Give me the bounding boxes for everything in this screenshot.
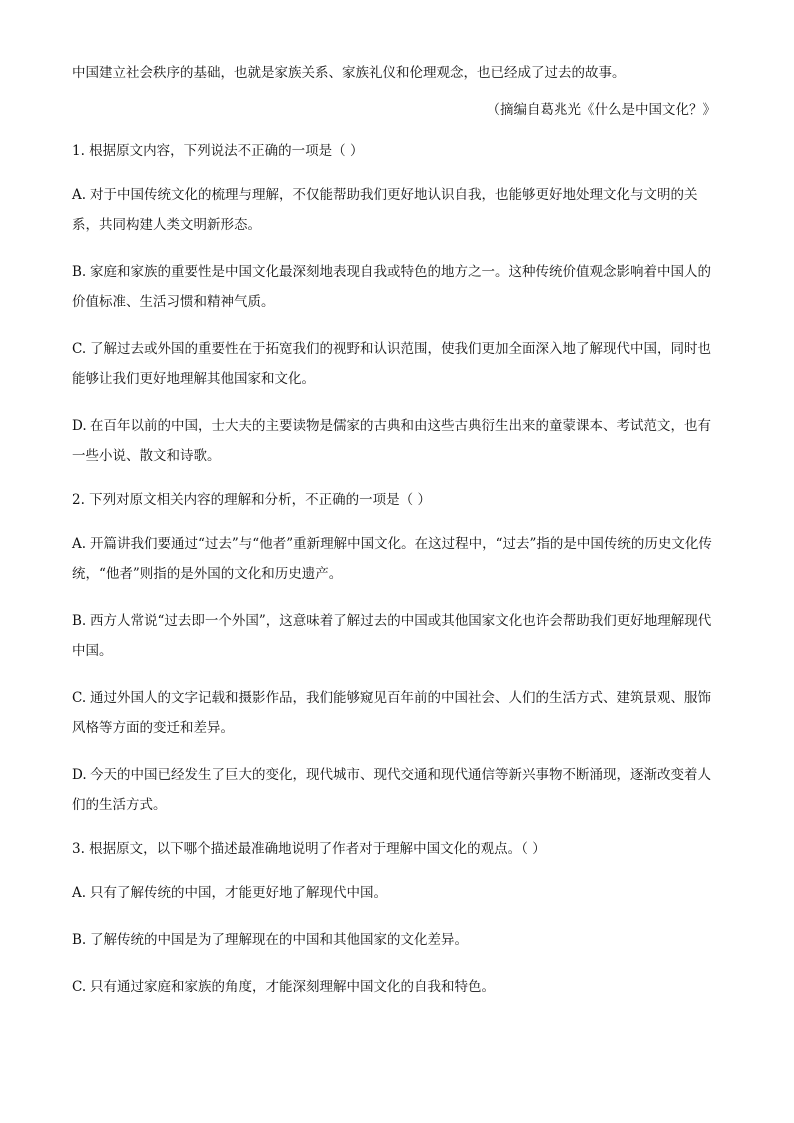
option-letter: D. xyxy=(72,418,87,434)
question-2-option-b xyxy=(72,606,716,666)
passage-last-line: 中国建立社会秩序的基础，也就是家族关系、家族礼仪和伦理观念，也已经成了过去的故事。 xyxy=(72,65,626,81)
option-text: 西方人常说“过去即一个外国”，这意味着了解过去的中国或其他国家文化也许会帮助我们更好地理解现代中国。 xyxy=(72,613,712,659)
question-1-stem: 1. 根据原文内容，下列说法不正确的一项是（ ） xyxy=(72,143,364,159)
option-text: 家庭和家族的重要性是中国文化最深刻地表现自我或特色的地方之一。这种传统价值观念影响着中国人的价值标准、生活习惯和精神气质。 xyxy=(72,264,711,310)
option-letter: C. xyxy=(72,341,87,357)
question-3-option-a xyxy=(72,878,716,908)
question-1-option-a xyxy=(72,180,716,240)
option-text: 只有通过家庭和家族的角度，才能深刻理解中国文化的自我和特色。 xyxy=(90,979,495,995)
option-text: 了解过去或外国的重要性在于拓宽我们的视野和认识范围，使我们更加全面深入地了解现代中国，同时也能够让我们更好地理解其他国家和文化。 xyxy=(72,341,711,387)
question-3-stem: 3. 根据原文，以下哪个描述最准确地说明了作者对于理解中国文化的观点。（ ） xyxy=(72,841,546,857)
option-letter: D. xyxy=(72,767,87,783)
question-3-option-b xyxy=(72,925,716,955)
question-2-option-a xyxy=(72,529,716,589)
question-1-option-b xyxy=(72,257,716,317)
option-text: 只有了解传统的中国，才能更好地了解现代中国。 xyxy=(90,885,387,901)
question-2-option-c xyxy=(72,683,716,743)
question-1-option-c xyxy=(72,334,716,394)
option-text: 通过外国人的文字记载和摄影作品，我们能够窥见百年前的中国社会、人们的生活方式、建筑景观、服饰风格等方面的变迁和差异。 xyxy=(72,690,711,736)
option-text: 在百年以前的中国，士大夫的主要读物是儒家的古典和由这些古典衍生出来的童蒙课本、考试范文，也有一些小说、散文和诗歌。 xyxy=(72,418,711,464)
question-2-stem: 2. 下列对原文相关内容的理解和分析，不正确的一项是（ ） xyxy=(72,492,431,508)
option-letter: A. xyxy=(72,187,87,203)
option-text: 今天的中国已经发生了巨大的变化，现代城市、现代交通和现代通信等新兴事物不断涌现，逐渐改变着人们的生活方式。 xyxy=(72,767,711,813)
option-letter: A. xyxy=(72,536,87,552)
question-3-option-c xyxy=(72,972,716,1002)
option-text: 开篇讲我们要通过“过去”与“他者”重新理解中国文化。在这过程中，“过去”指的是中国传统的历史文化传统，“他者”则指的是外国的文化和历史遗产。 xyxy=(72,536,712,582)
option-text: 了解传统的中国是为了理解现在的中国和其他国家的文化差异。 xyxy=(90,932,468,948)
option-letter: B. xyxy=(72,613,87,629)
question-2-option-d xyxy=(72,760,716,820)
option-letter: A. xyxy=(72,885,87,901)
option-letter: B. xyxy=(72,264,87,280)
option-letter: B. xyxy=(72,932,87,948)
option-text: 对于中国传统文化的梳理与理解，不仅能帮助我们更好地认识自我，也能够更好地处理文化与文明的关系，共同构建人类文明新形态。 xyxy=(72,187,698,233)
option-letter: C. xyxy=(72,979,87,995)
question-1-option-d xyxy=(72,411,716,471)
option-letter: C. xyxy=(72,690,87,706)
passage-source: （摘编自葛兆光《什么是中国文化？》 xyxy=(486,102,716,118)
